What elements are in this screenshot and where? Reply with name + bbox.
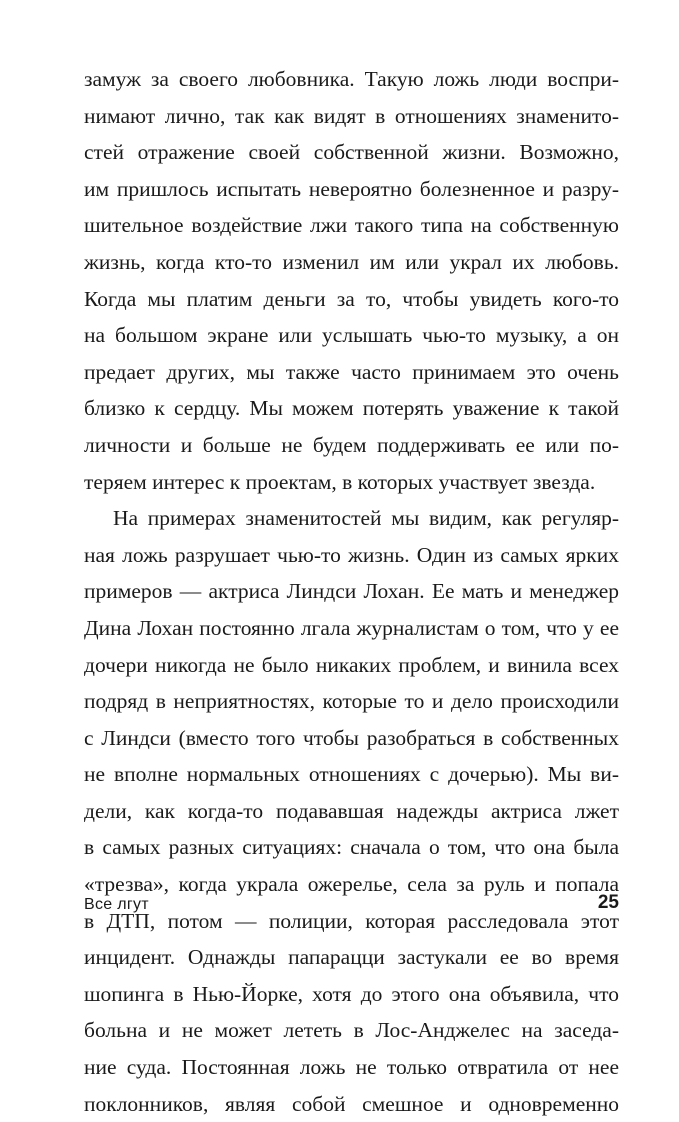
text-line: близко к сердцу. Мы можем потерять уважение к такой — [84, 396, 619, 421]
text-line: в самых разных ситуациях: сначала о том, что она была — [84, 835, 619, 860]
text-line: Дина Лохан постоянно лгала журналистам о том, что у ее — [84, 615, 619, 640]
text-line: шопинга в Нью-Йорке, хотя до этого она объявила, что — [84, 981, 619, 1006]
text-line: поклонников, являя собой смешное и одновременно — [84, 1091, 619, 1116]
text-line: инцидент. Однажды папарацци застукали ее во время — [84, 945, 619, 970]
text-line: дели, как когда-то подававшая надежды актриса лжет — [84, 798, 619, 823]
text-line: шительное воздействие лжи такого типа на собственную — [84, 213, 619, 238]
text-line: на большом экране или услышать чью-то музыку, а он — [84, 323, 619, 348]
text-line: Когда мы платим деньги за то, чтобы увидеть кого-то — [84, 286, 619, 311]
text-line: нимают лично, так как видят в отношениях знаменито- — [84, 103, 619, 128]
text-line: жизнь, когда кто-то изменил им или украл их любовь. — [84, 249, 619, 274]
paragraph-end-line: теряем интерес к проектам, в которых участвует звезда. — [84, 469, 596, 494]
text-line: с Линдси (вместо того чтобы разобраться в собственных — [84, 725, 619, 750]
text-line: подряд в неприятностях, которые то и дело происходили — [84, 689, 619, 714]
paragraph-start-line: На примерах знаменитостей мы видим, как регуляр- — [113, 506, 619, 531]
text-line: больна и не может лететь в Лос-Анджелес на заседа- — [84, 1018, 619, 1043]
text-line: предает других, мы также часто принимаем это очень — [84, 359, 619, 384]
text-line: замуж за своего любовника. Такую ложь люди воспри- — [84, 67, 619, 91]
text-line: стей отражение своей собственной жизни. Возможно, — [84, 140, 619, 165]
text-line: примеров — актриса Линдси Лохан. Ее мать и менеджер — [84, 579, 619, 604]
text-line: в ДТП, потом — полиции, которая расследовала этот — [84, 908, 619, 933]
text-line: личности и больше не будем поддерживать ее или по- — [84, 432, 619, 457]
running-footer-title: Все лгут — [84, 896, 149, 913]
text-line: дочери никогда не было никаких проблем, и винила всех — [84, 652, 619, 677]
text-line: «трезва», когда украла ожерелье, села за руль и попала — [84, 872, 619, 897]
text-line: ние суда. Постоянная ложь не только отвратила от нее — [84, 1055, 619, 1080]
body-text — [84, 61, 619, 1122]
text-line: ная ложь разрушает чью-то жизнь. Один из самых ярких — [84, 542, 619, 567]
text-line: им пришлось испытать невероятно болезненное и разру- — [84, 176, 619, 201]
text-line: не вполне нормальных отношениях с дочерью). Мы ви- — [84, 762, 619, 787]
page-number: 25 — [597, 892, 619, 913]
